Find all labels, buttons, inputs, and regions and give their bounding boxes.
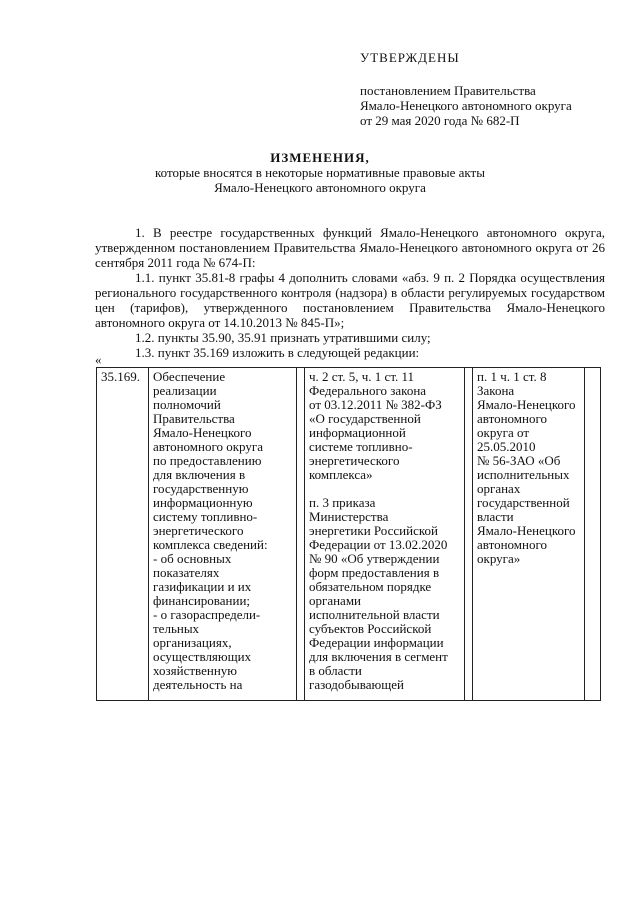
- table-row: [97, 368, 601, 701]
- approval-line-2: Ямало-Ненецкого автономного округа: [360, 98, 572, 113]
- paragraph-1-2: 1.2. пункты 35.90, 35.91 признать утратившими силу;: [135, 330, 431, 345]
- cell-empty-2: [465, 368, 473, 701]
- approval-line-1: постановлением Правительства: [360, 83, 536, 98]
- cell-federal-basis: [305, 368, 465, 701]
- cell-empty-1: [297, 368, 305, 701]
- cell-function: Обеспечение реализации полномочий Правительства Ямало-Ненецкого автономного округа по предоставлению для включения в государственную информационную систему топливно- энергетического комплекса сведений: - об основных показателях газификации и их финансировании; - о газораспредели- тельных организациях, осуществляющих хозяйственную деятельность на: [149, 368, 297, 701]
- registry-table: [96, 367, 601, 701]
- document-title-block: [0, 150, 640, 195]
- approval-heading: УТВЕРЖДЕНЫ: [360, 50, 460, 65]
- federal-law-reference: ч. 2 ст. 5, ч. 1 ст. 11 Федерального закона от 03.12.2011 № 382-ФЗ «О государственной информационной системе топливно- энергетического комплекса»: [309, 369, 442, 482]
- paragraph-1: 1. В реестре государственных функций Ямало-Ненецкого автономного округа, утвержденном постановлением Правительства Ямало-Ненецкого автономного округа от 26 сентября 2011 года № 674-П:: [95, 225, 605, 270]
- paragraph-1-1: 1.1. пункт 35.81-8 графы 4 дополнить словами «абз. 9 п. 2 Порядка осуществления регионального государственного контроля (надзора) в области регулируемых государством цен (тарифов), утвержденного постановлением Правительства Ямало-Ненецкого автономного округа от 14.10.2013 № 845-П»;: [95, 270, 605, 330]
- paragraph-1-3: 1.3. пункт 35.169 изложить в следующей редакции:: [135, 345, 420, 360]
- cell-regional-basis: п. 1 ч. 1 ст. 8 Закона Ямало-Ненецкого автономного округа от 25.05.2010 № 56-ЗАО «Об исполнительных органах государственной власти Ямало-Ненецкого автономного округа»: [473, 368, 585, 701]
- cell-empty-3: [585, 368, 601, 701]
- document-subtitle-line-2: Ямало-Ненецкого автономного округа: [214, 180, 426, 195]
- approval-block: [360, 50, 572, 128]
- document-title: ИЗМЕНЕНИЯ,: [270, 150, 370, 165]
- document-subtitle-line-1: которые вносятся в некоторые нормативные правовые акты: [155, 165, 485, 180]
- document-body: [95, 225, 605, 360]
- ministry-order-reference: п. 3 приказа Министерства энергетики Российской Федерации от 13.02.2020 № 90 «Об утверждении форм предоставления в обязательном порядке органами исполнительной власти субъектов Российской Федерации информации для включения в сегмент в области газодобывающей: [309, 495, 448, 692]
- cell-number: 35.169.: [97, 368, 149, 701]
- opening-quote: «: [95, 352, 102, 367]
- approval-line-3: от 29 мая 2020 года № 682-П: [360, 113, 520, 128]
